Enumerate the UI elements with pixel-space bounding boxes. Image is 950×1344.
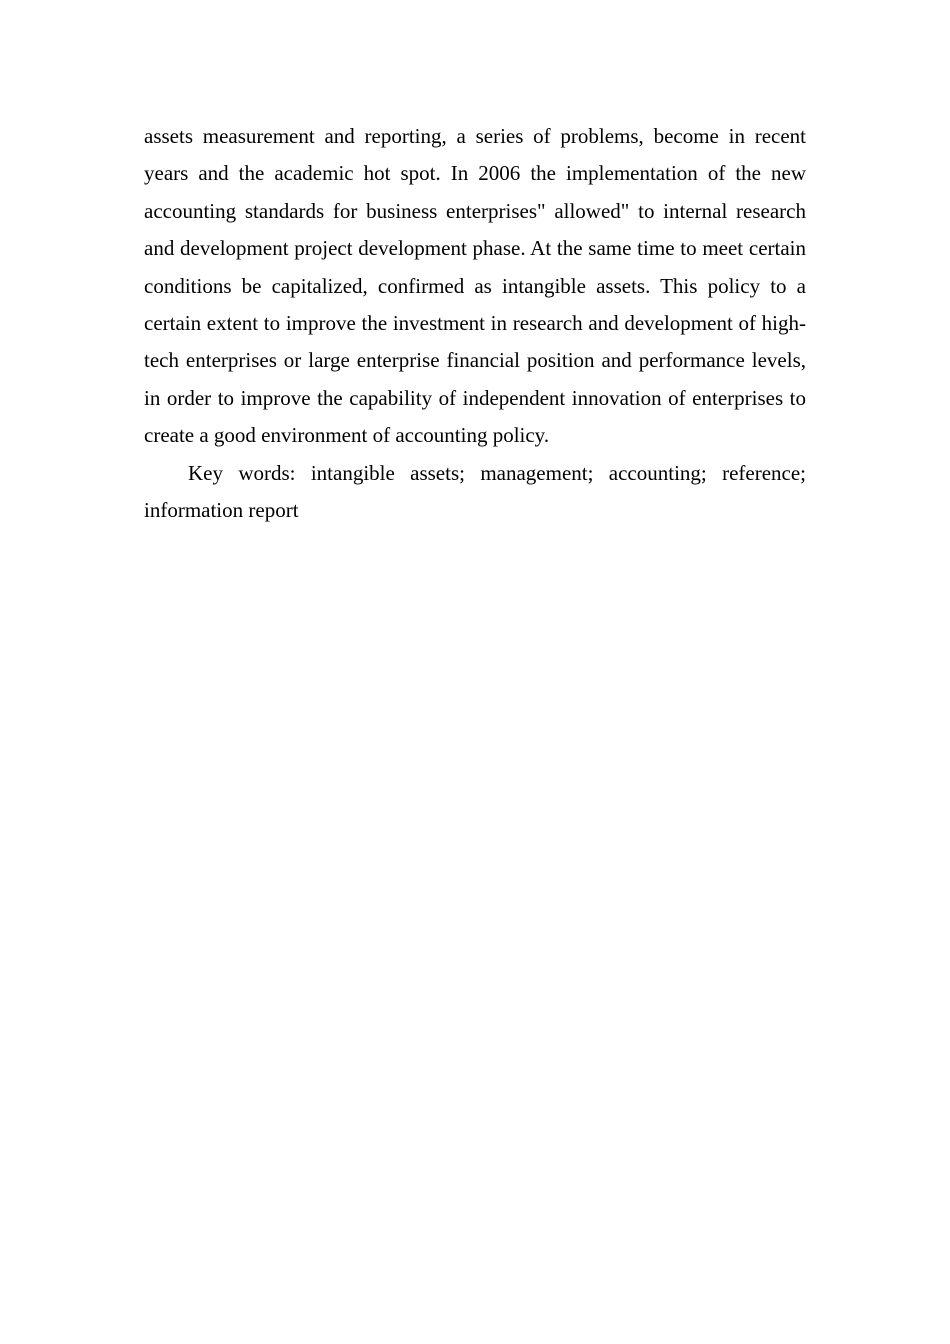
document-body — [144, 118, 806, 529]
abstract-paragraph: assets measurement and reporting, a series of problems, become in recent years and the academic hot spot. In 2006 the implementation of the new accounting standards for business enterprises" allowed" to internal research and development project development phase. At the same time to meet certain conditions be capitalized, confirmed as intangible assets. This policy to a certain extent to improve the investment in research and development of high-tech enterprises or large enterprise financial position and performance levels, in order to improve the capability of independent innovation of enterprises to create a good environment of accounting policy. — [144, 124, 806, 448]
keywords-paragraph: Key words: intangible assets; management; accounting; reference; information report — [144, 460, 806, 523]
